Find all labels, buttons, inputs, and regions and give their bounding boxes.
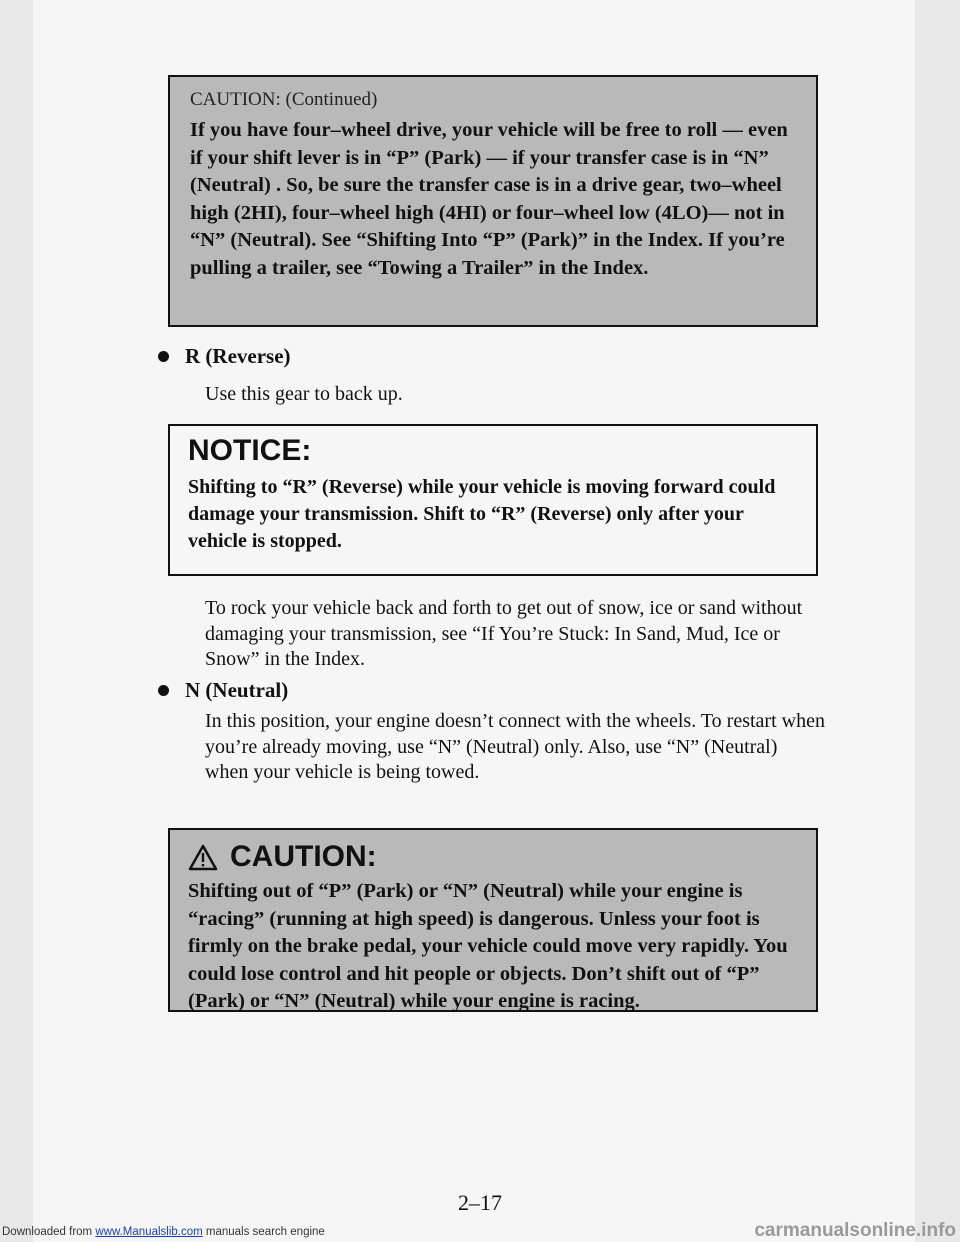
footer-prefix: Downloaded from: [2, 1226, 96, 1238]
bullet-icon: [158, 685, 169, 696]
reverse-heading-row: [158, 344, 291, 369]
reverse-heading: R (Reverse): [185, 344, 291, 368]
caution-continued-label: CAUTION: (Continued): [190, 89, 378, 110]
caution-title: CAUTION:: [230, 840, 377, 873]
caution-box: [168, 828, 818, 1012]
neutral-heading-row: [158, 678, 288, 703]
caution-continued-box: [168, 75, 818, 327]
neutral-text: In this position, your engine doesn’t connect with the wheels. To restart when you’re already moving, use “N” (Neutral) only. Also, use “N” (Neutral) when your vehicle is being towed.: [205, 710, 825, 783]
footer-suffix: manuals search engine: [202, 1226, 325, 1238]
caution-title-row: [188, 840, 798, 874]
notice-text: Shifting to “R” (Reverse) while your vehicle is moving forward could damage your transmission. Shift to “R” (Reverse) only after your vehicle is stopped.: [188, 476, 776, 552]
warning-triangle-icon: [188, 844, 218, 871]
page-number: 2–17: [458, 1190, 502, 1215]
bullet-icon: [158, 351, 169, 362]
download-footer: [2, 1226, 325, 1238]
manualslib-link[interactable]: www.Manualslib.com: [95, 1226, 203, 1238]
reverse-text: Use this gear to back up.: [205, 383, 403, 405]
caution-continued-text: If you have four–wheel drive, your vehicle will be free to roll — even if your shift lever is in “P” (Park) — if your transfer case is in “N” (Neutral) . So, be sure the transfer case is in a drive gear, two–wheel high (2HI), four–wheel high (4HI) or four–wheel low (4LO)— not in “N” (Neutral). See “Shifting Into “P” (Park)” in the Index. If you’re pulling a trailer, see “Towing a Trailer” in the Index.: [190, 119, 788, 279]
rock-text: To rock your vehicle back and forth to get out of snow, ice or sand without damaging your transmission, see “If You’re Stuck: In Sand, Mud, Ice or Snow” in the Index.: [205, 597, 803, 670]
neutral-heading: N (Neutral): [185, 678, 289, 702]
watermark: carmanualsonline.info: [754, 1220, 956, 1241]
notice-title: NOTICE:: [188, 434, 312, 467]
caution-text: Shifting out of “P” (Park) or “N” (Neutral) while your engine is “racing” (running at high speed) is dangerous. Unless your foot is firmly on the brake pedal, your vehicle could move very rapidly. You could lose control and hit people or objects. Don’t shift out of “P” (Park) or “N” (Neutral) while your engine is racing.: [188, 880, 788, 1012]
notice-box: [168, 424, 818, 576]
